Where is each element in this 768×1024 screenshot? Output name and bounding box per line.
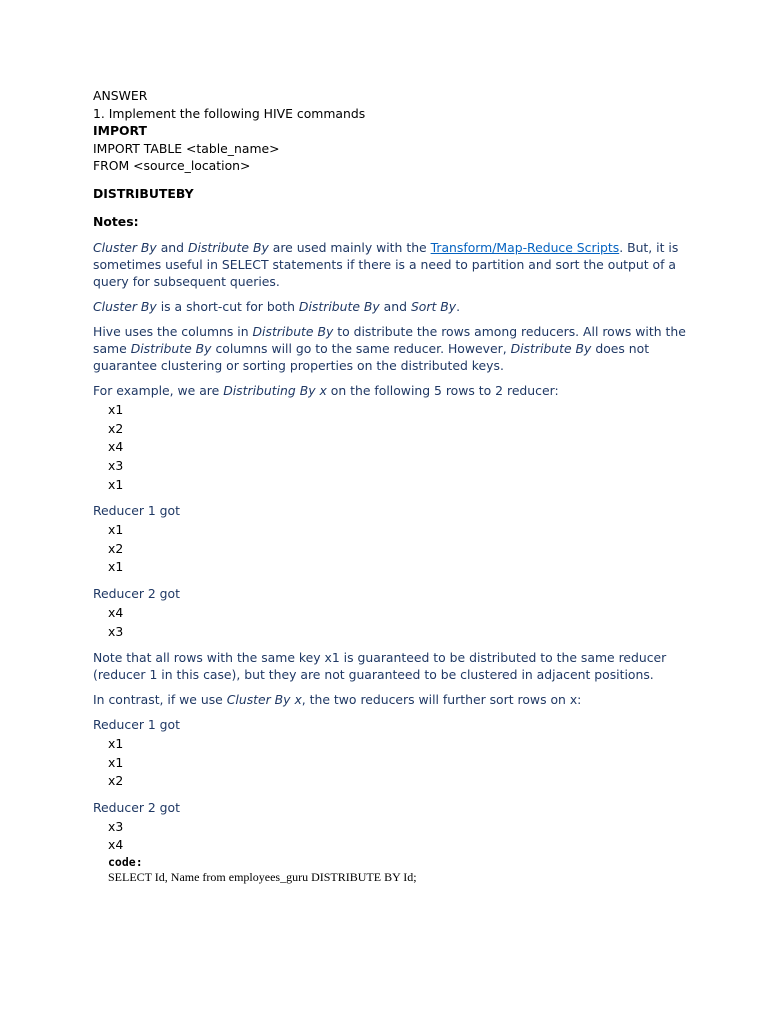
paragraph-note: Note that all rows with the same key x1 is guaranteed to be distributed to the same reducer (reducer 1 in this case), but they are not guaranteed to be clustered in adjacent positions. — [93, 650, 667, 683]
text-fragment: to distribute the rows among reducers. All rows with the same — [93, 324, 686, 357]
text-fragment: For example, we are — [93, 383, 224, 399]
term-distribute-by: Distribute By — [187, 240, 269, 256]
term-cluster-by-x: Cluster By x — [226, 692, 302, 708]
term-distribute-by: Distribute By — [130, 341, 212, 357]
reducer2-sorted-rows-list — [108, 818, 693, 855]
list-item: x3 — [108, 623, 124, 639]
list-item: x2 — [108, 540, 124, 556]
reducer1-rows-list — [108, 521, 693, 577]
text-fragment: on the following 5 rows to 2 reducer: — [326, 383, 559, 399]
list-item: x1 — [108, 754, 124, 770]
term-cluster-by: Cluster By — [93, 240, 157, 256]
distribute-heading: DISTRIBUTEBY — [93, 185, 194, 201]
text-fragment: Hive uses the columns in — [93, 324, 253, 340]
reducer2-label: Reducer 2 got — [93, 799, 180, 815]
list-item: x3 — [108, 457, 124, 473]
code-label: code: — [108, 855, 143, 870]
list-item: x1 — [108, 522, 124, 538]
list-item: x2 — [108, 420, 124, 436]
list-item: x1 — [108, 559, 124, 575]
text-fragment: does not guarantee clustering or sorting properties on the distributed keys. — [93, 341, 650, 374]
text-fragment: . But, it is sometimes useful in SELECT statements if there is a need to partition and sort the output of a query for subsequent queries. — [93, 240, 679, 290]
answer-label: ANSWER — [93, 88, 148, 103]
term-cluster-by: Cluster By — [93, 299, 157, 315]
list-item: x4 — [108, 837, 124, 853]
list-item: x1 — [108, 476, 124, 492]
term-sort-by: Sort By — [410, 299, 457, 315]
reducer1-sorted-rows-list — [108, 735, 693, 791]
reducer1-label: Reducer 1 got — [93, 717, 180, 733]
paragraph-distribute-explanation — [93, 323, 693, 374]
document-page — [93, 87, 693, 884]
term-distribute-by: Distribute By — [510, 341, 592, 357]
text-fragment: . — [456, 299, 461, 315]
reducer2-label: Reducer 2 got — [93, 585, 180, 601]
text-fragment: are used mainly with the — [268, 240, 431, 256]
reducer1-label: Reducer 1 got — [93, 503, 180, 519]
list-item: x2 — [108, 773, 124, 789]
term-distribute-by: Distribute By — [252, 324, 334, 340]
term-distribute-by: Distribute By — [298, 299, 380, 315]
text-fragment: , the two reducers will further sort rows on x: — [301, 692, 582, 708]
notes-heading: Notes: — [93, 213, 139, 229]
paragraph-cluster-contrast — [93, 691, 693, 708]
text-fragment: and — [379, 299, 411, 315]
paragraph-cluster-distribute-usage — [93, 239, 693, 290]
text-fragment: In contrast, if we use — [93, 692, 227, 708]
list-item: x1 — [108, 736, 124, 752]
term-distributing-by-x: Distributing By x — [223, 383, 327, 399]
text-fragment: is a short-cut for both — [156, 299, 299, 315]
import-syntax-line2: FROM <source_location> — [93, 158, 251, 174]
paragraph-example-intro — [93, 382, 693, 399]
list-item: x1 — [108, 402, 124, 418]
text-fragment: and — [156, 240, 188, 256]
question-text: 1. Implement the following HIVE commands — [93, 105, 366, 121]
text-fragment: columns will go to the same reducer. However, — [211, 341, 511, 357]
paragraph-cluster-shortcut — [93, 298, 693, 315]
list-item: x3 — [108, 818, 124, 834]
code-snippet: SELECT Id, Name from employees_guru DISTRIBUTE BY Id; — [108, 870, 417, 885]
input-rows-list — [108, 401, 693, 494]
import-syntax-line1: IMPORT TABLE <table_name> — [93, 140, 280, 156]
transform-scripts-link[interactable]: Transform/Map-Reduce Scripts — [430, 240, 620, 256]
import-heading: IMPORT — [93, 123, 147, 139]
reducer2-rows-list — [108, 604, 693, 641]
list-item: x4 — [108, 439, 124, 455]
list-item: x4 — [108, 604, 124, 620]
